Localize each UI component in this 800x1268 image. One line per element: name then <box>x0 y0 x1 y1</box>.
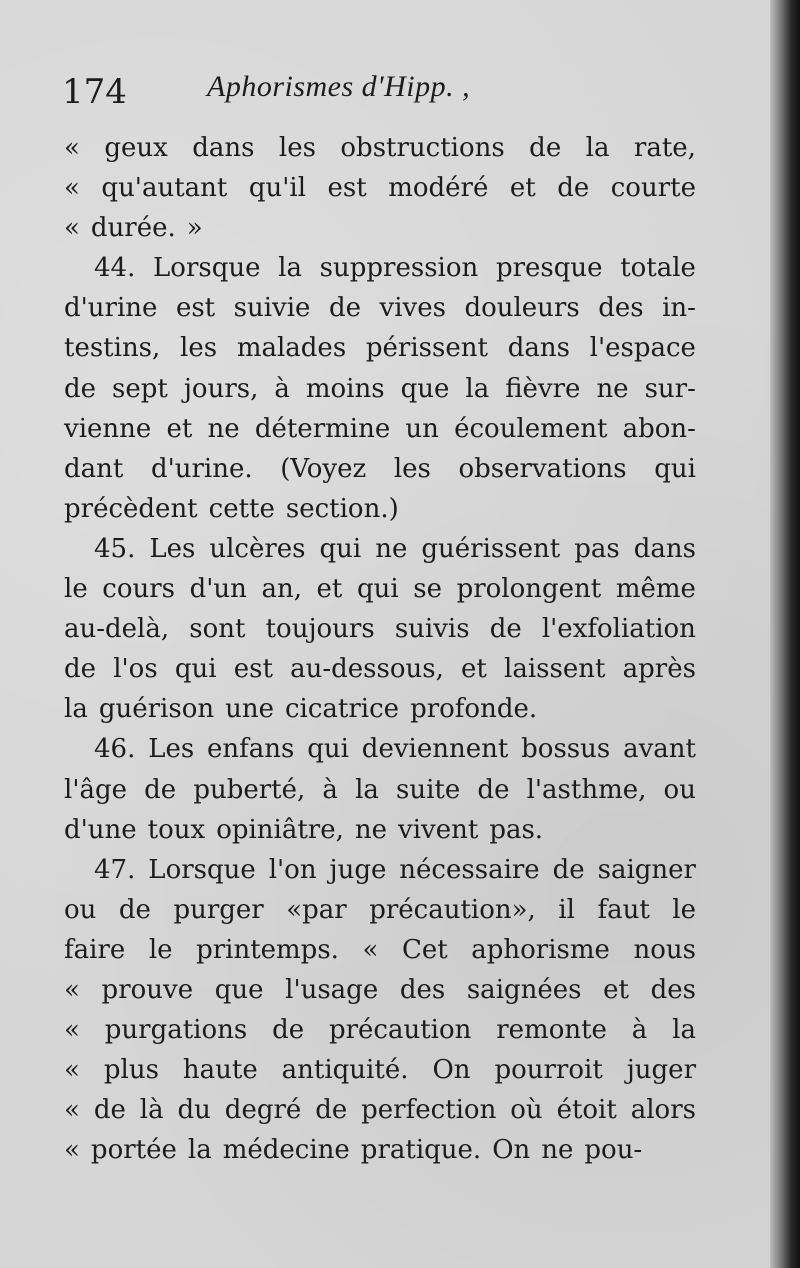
word: geux <box>104 133 168 163</box>
word: Lorsque <box>153 253 261 284</box>
word: guérison <box>98 694 215 725</box>
word: ne <box>596 373 629 404</box>
word: les <box>393 453 431 484</box>
word: les <box>180 333 218 364</box>
word: précaution», <box>369 894 536 925</box>
word: où <box>510 1095 543 1126</box>
word: « <box>64 974 80 1005</box>
word: observations <box>458 453 627 484</box>
word: juger <box>626 1055 696 1086</box>
word: « <box>64 133 80 163</box>
word: de <box>144 774 177 805</box>
word: durée. <box>90 213 176 244</box>
word: « <box>362 934 379 965</box>
word: de <box>328 293 361 324</box>
text-line <box>64 168 696 208</box>
word: douleurs <box>464 293 580 324</box>
text-line <box>64 529 696 569</box>
word: ou <box>663 774 696 805</box>
word: abon- <box>622 413 696 444</box>
text-line <box>64 1010 696 1050</box>
word: de <box>489 614 522 645</box>
word: l'espace <box>589 333 696 364</box>
word: « <box>64 213 80 244</box>
word: que <box>400 373 450 404</box>
page-header <box>62 66 702 116</box>
word: pratique. <box>360 1135 482 1166</box>
word: au-dessous, <box>290 654 444 685</box>
word: après <box>622 654 696 685</box>
text-line <box>64 489 696 529</box>
word: dans <box>507 333 570 364</box>
word: de <box>557 173 590 204</box>
word: que <box>214 974 264 1005</box>
word: faut <box>597 894 650 925</box>
word: de <box>552 854 585 885</box>
word: l'usage <box>285 974 379 1005</box>
word: Cet <box>401 934 448 965</box>
word: périssent <box>365 333 488 364</box>
word: détermine <box>254 413 391 444</box>
word: jours, <box>183 373 259 404</box>
word: sur- <box>644 373 696 404</box>
word: est <box>175 293 216 324</box>
word: haute <box>182 1055 258 1086</box>
text-line <box>64 1050 696 1090</box>
word: saigner <box>597 854 696 885</box>
word: qu'il <box>248 173 307 204</box>
word: d'un <box>189 574 247 605</box>
word: degré <box>224 1095 302 1126</box>
word: cicatrice <box>284 694 400 725</box>
word: saignées <box>466 974 582 1005</box>
word: la <box>465 373 490 404</box>
word: précèdent <box>64 493 198 524</box>
text-line <box>64 770 696 810</box>
word: obstructions <box>340 133 505 163</box>
word: qui <box>174 654 217 685</box>
text-line <box>64 930 696 970</box>
word: précaution <box>328 1015 472 1046</box>
word: des <box>399 974 446 1005</box>
word: l'on <box>268 854 317 885</box>
word: la <box>585 133 610 163</box>
text-line <box>64 1090 696 1130</box>
word: le <box>64 574 88 605</box>
word: qui <box>307 734 349 765</box>
word: la <box>64 694 88 725</box>
word: de <box>64 373 97 404</box>
word: à <box>274 373 290 404</box>
word: est <box>327 173 367 204</box>
word: toux <box>147 814 206 845</box>
word: qu'autant <box>101 173 228 204</box>
word: la <box>278 253 302 284</box>
word: sept <box>112 373 168 404</box>
word: du <box>177 1095 211 1126</box>
text-line <box>64 609 696 649</box>
word: 45. <box>94 533 136 564</box>
word: ulcères <box>209 533 306 564</box>
word: purgations <box>104 1015 248 1046</box>
word: Les <box>149 533 196 564</box>
word: pas <box>574 533 620 564</box>
word: « <box>64 173 80 204</box>
word: cours <box>102 574 176 605</box>
text-line <box>64 810 696 850</box>
word: même <box>615 574 696 605</box>
word: puberté, <box>193 774 306 805</box>
word: « <box>64 1055 80 1086</box>
word: an, <box>261 574 302 605</box>
text-line <box>64 369 696 409</box>
word: malades <box>236 333 347 364</box>
word: un <box>405 413 439 444</box>
word: la <box>672 1015 696 1046</box>
word: il <box>558 894 575 925</box>
word: remonte <box>496 1015 607 1046</box>
word: de <box>529 133 562 163</box>
word: de <box>93 1095 126 1126</box>
text-line <box>64 248 696 288</box>
word: écoulement <box>454 413 608 444</box>
word: On <box>492 1135 531 1166</box>
word: qui <box>319 533 362 564</box>
word: d'urine <box>64 293 158 324</box>
word: prolongent <box>456 574 602 605</box>
word: ne <box>207 413 240 444</box>
page-number: 174 <box>62 72 127 112</box>
word: ne <box>375 533 408 564</box>
word: et <box>461 654 487 685</box>
word: les <box>278 133 316 163</box>
word: ne <box>541 1135 574 1166</box>
word: opiniâtre, <box>216 814 344 845</box>
word: et <box>603 974 629 1005</box>
word: et <box>316 574 343 605</box>
word: se <box>413 574 442 605</box>
word: On <box>432 1055 471 1086</box>
text-line <box>64 409 696 449</box>
word: 47. <box>94 854 136 885</box>
word: bossus <box>521 734 611 765</box>
word: la <box>187 1135 212 1166</box>
word: qui <box>654 453 696 484</box>
word: vivent <box>398 814 479 845</box>
word: nécessaire <box>399 854 540 885</box>
word: portée <box>90 1135 177 1166</box>
word: pas. <box>489 814 544 845</box>
word: faire <box>64 934 126 965</box>
word: vienne <box>64 413 152 444</box>
word: totale <box>620 253 696 284</box>
word: est <box>233 654 273 685</box>
text-line <box>64 649 696 689</box>
text-line <box>64 970 696 1010</box>
word: au-delà, <box>64 614 170 645</box>
word: des <box>650 974 696 1005</box>
body-text <box>64 128 696 1170</box>
text-line <box>64 208 696 248</box>
word: dans <box>192 133 255 163</box>
word: pourroit <box>494 1055 603 1086</box>
word: toujours <box>265 614 375 645</box>
word: avant <box>623 734 696 765</box>
word: presque <box>495 253 603 284</box>
word: in- <box>662 293 696 324</box>
word: Les <box>148 734 195 765</box>
word: perfection <box>361 1095 497 1126</box>
word: fièvre <box>505 373 581 404</box>
word: moins <box>305 373 385 404</box>
word: là <box>139 1095 164 1126</box>
word: qui <box>356 574 399 605</box>
word: section.) <box>285 493 399 524</box>
word: 46. <box>94 734 136 765</box>
word: suivie <box>233 293 311 324</box>
word: le <box>672 894 696 925</box>
word: rate, <box>633 133 696 163</box>
word: antiquité. <box>281 1055 409 1086</box>
text-line <box>64 689 696 729</box>
word: d'une <box>64 814 137 845</box>
word: juge <box>329 854 387 885</box>
word: courte <box>610 173 696 204</box>
word: de <box>118 894 151 925</box>
word: et <box>166 413 193 444</box>
word: suivis <box>394 614 470 645</box>
word: cette <box>208 493 275 524</box>
word: enfans <box>207 734 295 765</box>
book-gutter-shadow <box>770 0 800 1268</box>
word: « <box>64 1015 80 1046</box>
word: à <box>322 774 338 805</box>
word: l'asthme, <box>526 774 647 805</box>
word: testins, <box>64 333 161 364</box>
word: des <box>598 293 644 324</box>
word: « <box>64 1135 80 1166</box>
word: ne <box>354 814 388 845</box>
word: nous <box>633 934 696 965</box>
word: pou- <box>584 1135 643 1166</box>
text-line <box>64 729 696 769</box>
word: Lorsque <box>148 854 256 885</box>
word: de <box>64 654 97 685</box>
word: » <box>186 213 203 244</box>
word: de <box>315 1095 348 1126</box>
word: ou <box>64 894 97 925</box>
word: suite <box>396 774 461 805</box>
word: aphorisme <box>471 934 610 965</box>
word: guérissent <box>421 533 561 564</box>
word: dans <box>633 533 696 564</box>
text-line <box>64 890 696 930</box>
word: 44. <box>94 253 136 284</box>
word: de <box>477 774 510 805</box>
word: « <box>64 1095 80 1126</box>
word: de <box>272 1015 305 1046</box>
word: d'urine. <box>150 453 253 484</box>
word: printemps. <box>196 934 339 965</box>
text-line <box>64 128 696 168</box>
word: une <box>225 694 274 725</box>
word: prouve <box>101 974 194 1005</box>
running-head: Aphorismes d'Hipp. , <box>207 70 471 103</box>
text-line <box>64 288 696 328</box>
word: «par <box>286 894 347 925</box>
word: laissent <box>504 654 606 685</box>
word: (Voyez <box>280 453 367 484</box>
word: le <box>148 934 173 965</box>
word: l'exfoliation <box>541 614 696 645</box>
word: à <box>631 1015 648 1046</box>
word: deviennent <box>361 734 509 765</box>
word: dant <box>64 453 124 484</box>
text-line <box>64 569 696 609</box>
text-line <box>64 328 696 368</box>
word: étoit <box>556 1095 617 1126</box>
text-line <box>64 1130 696 1170</box>
word: alors <box>630 1095 696 1126</box>
word: plus <box>103 1055 159 1086</box>
text-line <box>64 449 696 489</box>
word: la <box>355 774 379 805</box>
word: suppression <box>319 253 479 284</box>
word: l'âge <box>64 774 127 805</box>
word: modéré <box>388 173 489 204</box>
word: l'os <box>113 654 158 685</box>
word: médecine <box>222 1135 350 1166</box>
word: et <box>509 173 536 204</box>
word: vives <box>379 293 446 324</box>
word: sont <box>189 614 246 645</box>
text-line <box>64 850 696 890</box>
word: profonde. <box>410 694 538 725</box>
word: purger <box>173 894 264 925</box>
